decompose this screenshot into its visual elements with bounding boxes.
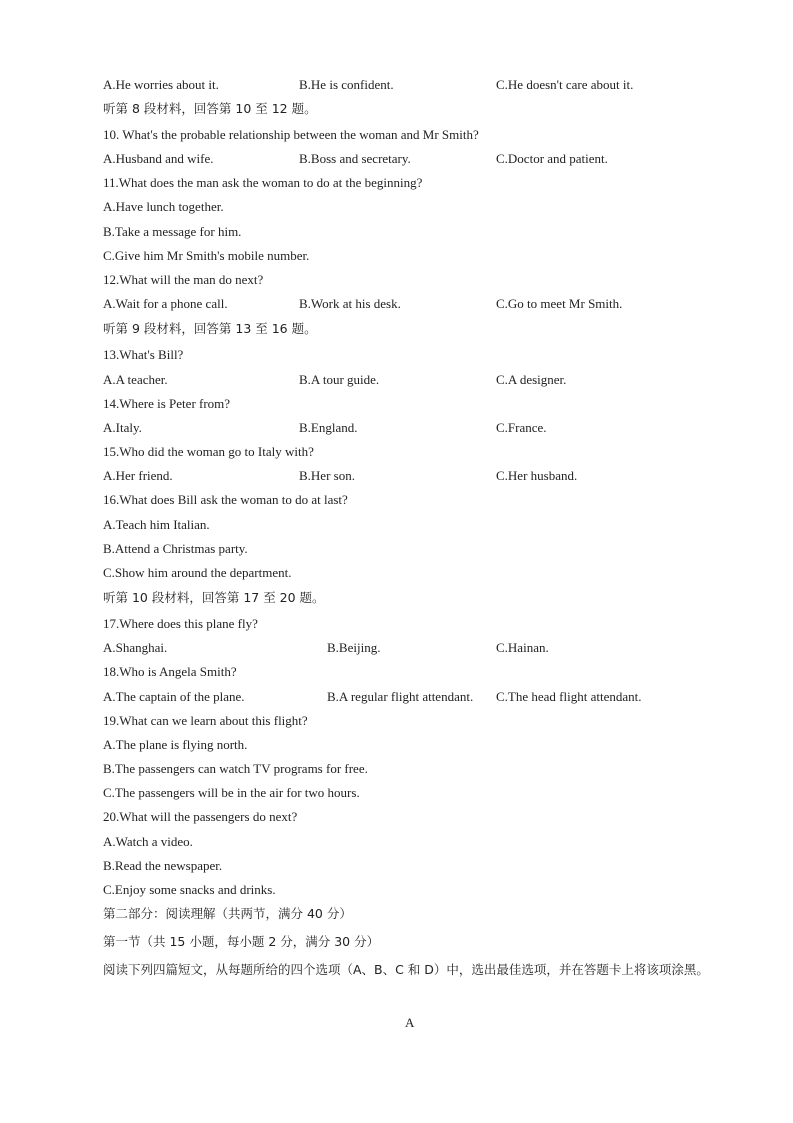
q11-option-a: A.Have lunch together. — [103, 199, 224, 214]
q10-option-a: A.Husband and wife. — [103, 151, 214, 166]
section-1-heading: 第一节（共 15 小题，每小题 2 分，满分 30 分） — [103, 934, 380, 949]
q19-option-b: B.The passengers can watch TV programs for free. — [103, 761, 368, 776]
q10-option-b: B.Boss and secretary. — [299, 151, 411, 166]
q12-option-a: A.Wait for a phone call. — [103, 296, 228, 311]
q9-option-c: C.He doesn't care about it. — [496, 77, 634, 92]
q15-question: 15.Who did the woman go to Italy with? — [103, 444, 314, 459]
q11-question: 11.What does the man ask the woman to do at the beginning? — [103, 175, 423, 190]
section-10-heading: 听第 10 段材料，回答第 17 至 20 题。 — [103, 590, 325, 605]
q20-option-b: B.Read the newspaper. — [103, 858, 223, 873]
q13-option-c: C.A designer. — [496, 372, 567, 387]
q15-option-c: C.Her husband. — [496, 468, 578, 483]
q19-option-a: A.The plane is flying north. — [103, 737, 248, 752]
q9-option-a: A.He worries about it. — [103, 77, 219, 92]
q18-option-c: C.The head flight attendant. — [496, 689, 642, 704]
q16-option-c: C.Show him around the department. — [103, 565, 292, 580]
q17-option-c: C.Hainan. — [496, 640, 549, 655]
q20-option-a: A.Watch a video. — [103, 834, 193, 849]
passage-label: A — [405, 1015, 415, 1030]
q15-option-a: A.Her friend. — [103, 468, 173, 483]
q12-question: 12.What will the man do next? — [103, 272, 264, 287]
q17-option-b: B.Beijing. — [327, 640, 381, 655]
part-2-heading: 第二部分：阅读理解（共两节，满分 40 分） — [103, 906, 352, 921]
q9-option-b: B.He is confident. — [299, 77, 394, 92]
q17-option-a: A.Shanghai. — [103, 640, 168, 655]
q18-option-a: A.The captain of the plane. — [103, 689, 245, 704]
q12-option-c: C.Go to meet Mr Smith. — [496, 296, 623, 311]
q16-option-a: A.Teach him Italian. — [103, 517, 210, 532]
section-9-heading: 听第 9 段材料，回答第 13 至 16 题。 — [103, 321, 317, 336]
q20-question: 20.What will the passengers do next? — [103, 809, 298, 824]
q12-option-b: B.Work at his desk. — [299, 296, 401, 311]
q16-option-b: B.Attend a Christmas party. — [103, 541, 248, 556]
q14-option-a: A.Italy. — [103, 420, 142, 435]
q13-option-a: A.A teacher. — [103, 372, 168, 387]
q11-option-c: C.Give him Mr Smith's mobile number. — [103, 248, 310, 263]
q18-option-b: B.A regular flight attendant. — [327, 689, 474, 704]
q14-option-b: B.England. — [299, 420, 358, 435]
q13-option-b: B.A tour guide. — [299, 372, 380, 387]
q10-option-c: C.Doctor and patient. — [496, 151, 608, 166]
reading-instructions: 阅读下列四篇短文，从每题所给的四个选项（A、B、C 和 D）中，选出最佳选项，并在答题卡上将该项涂黑。 — [103, 962, 709, 977]
q14-question: 14.Where is Peter from? — [103, 396, 231, 411]
q13-question: 13.What's Bill? — [103, 347, 184, 362]
section-8-heading: 听第 8 段材料，回答第 10 至 12 题。 — [103, 101, 317, 116]
q10-question: 10. What's the probable relationship between the woman and Mr Smith? — [103, 127, 479, 142]
q16-question: 16.What does Bill ask the woman to do at last? — [103, 492, 348, 507]
q20-option-c: C.Enjoy some snacks and drinks. — [103, 882, 276, 897]
q11-option-b: B.Take a message for him. — [103, 224, 242, 239]
q15-option-b: B.Her son. — [299, 468, 355, 483]
q17-question: 17.Where does this plane fly? — [103, 616, 258, 631]
q14-option-c: C.France. — [496, 420, 547, 435]
q18-question: 18.Who is Angela Smith? — [103, 664, 237, 679]
q19-question: 19.What can we learn about this flight? — [103, 713, 308, 728]
q19-option-c: C.The passengers will be in the air for two hours. — [103, 785, 360, 800]
